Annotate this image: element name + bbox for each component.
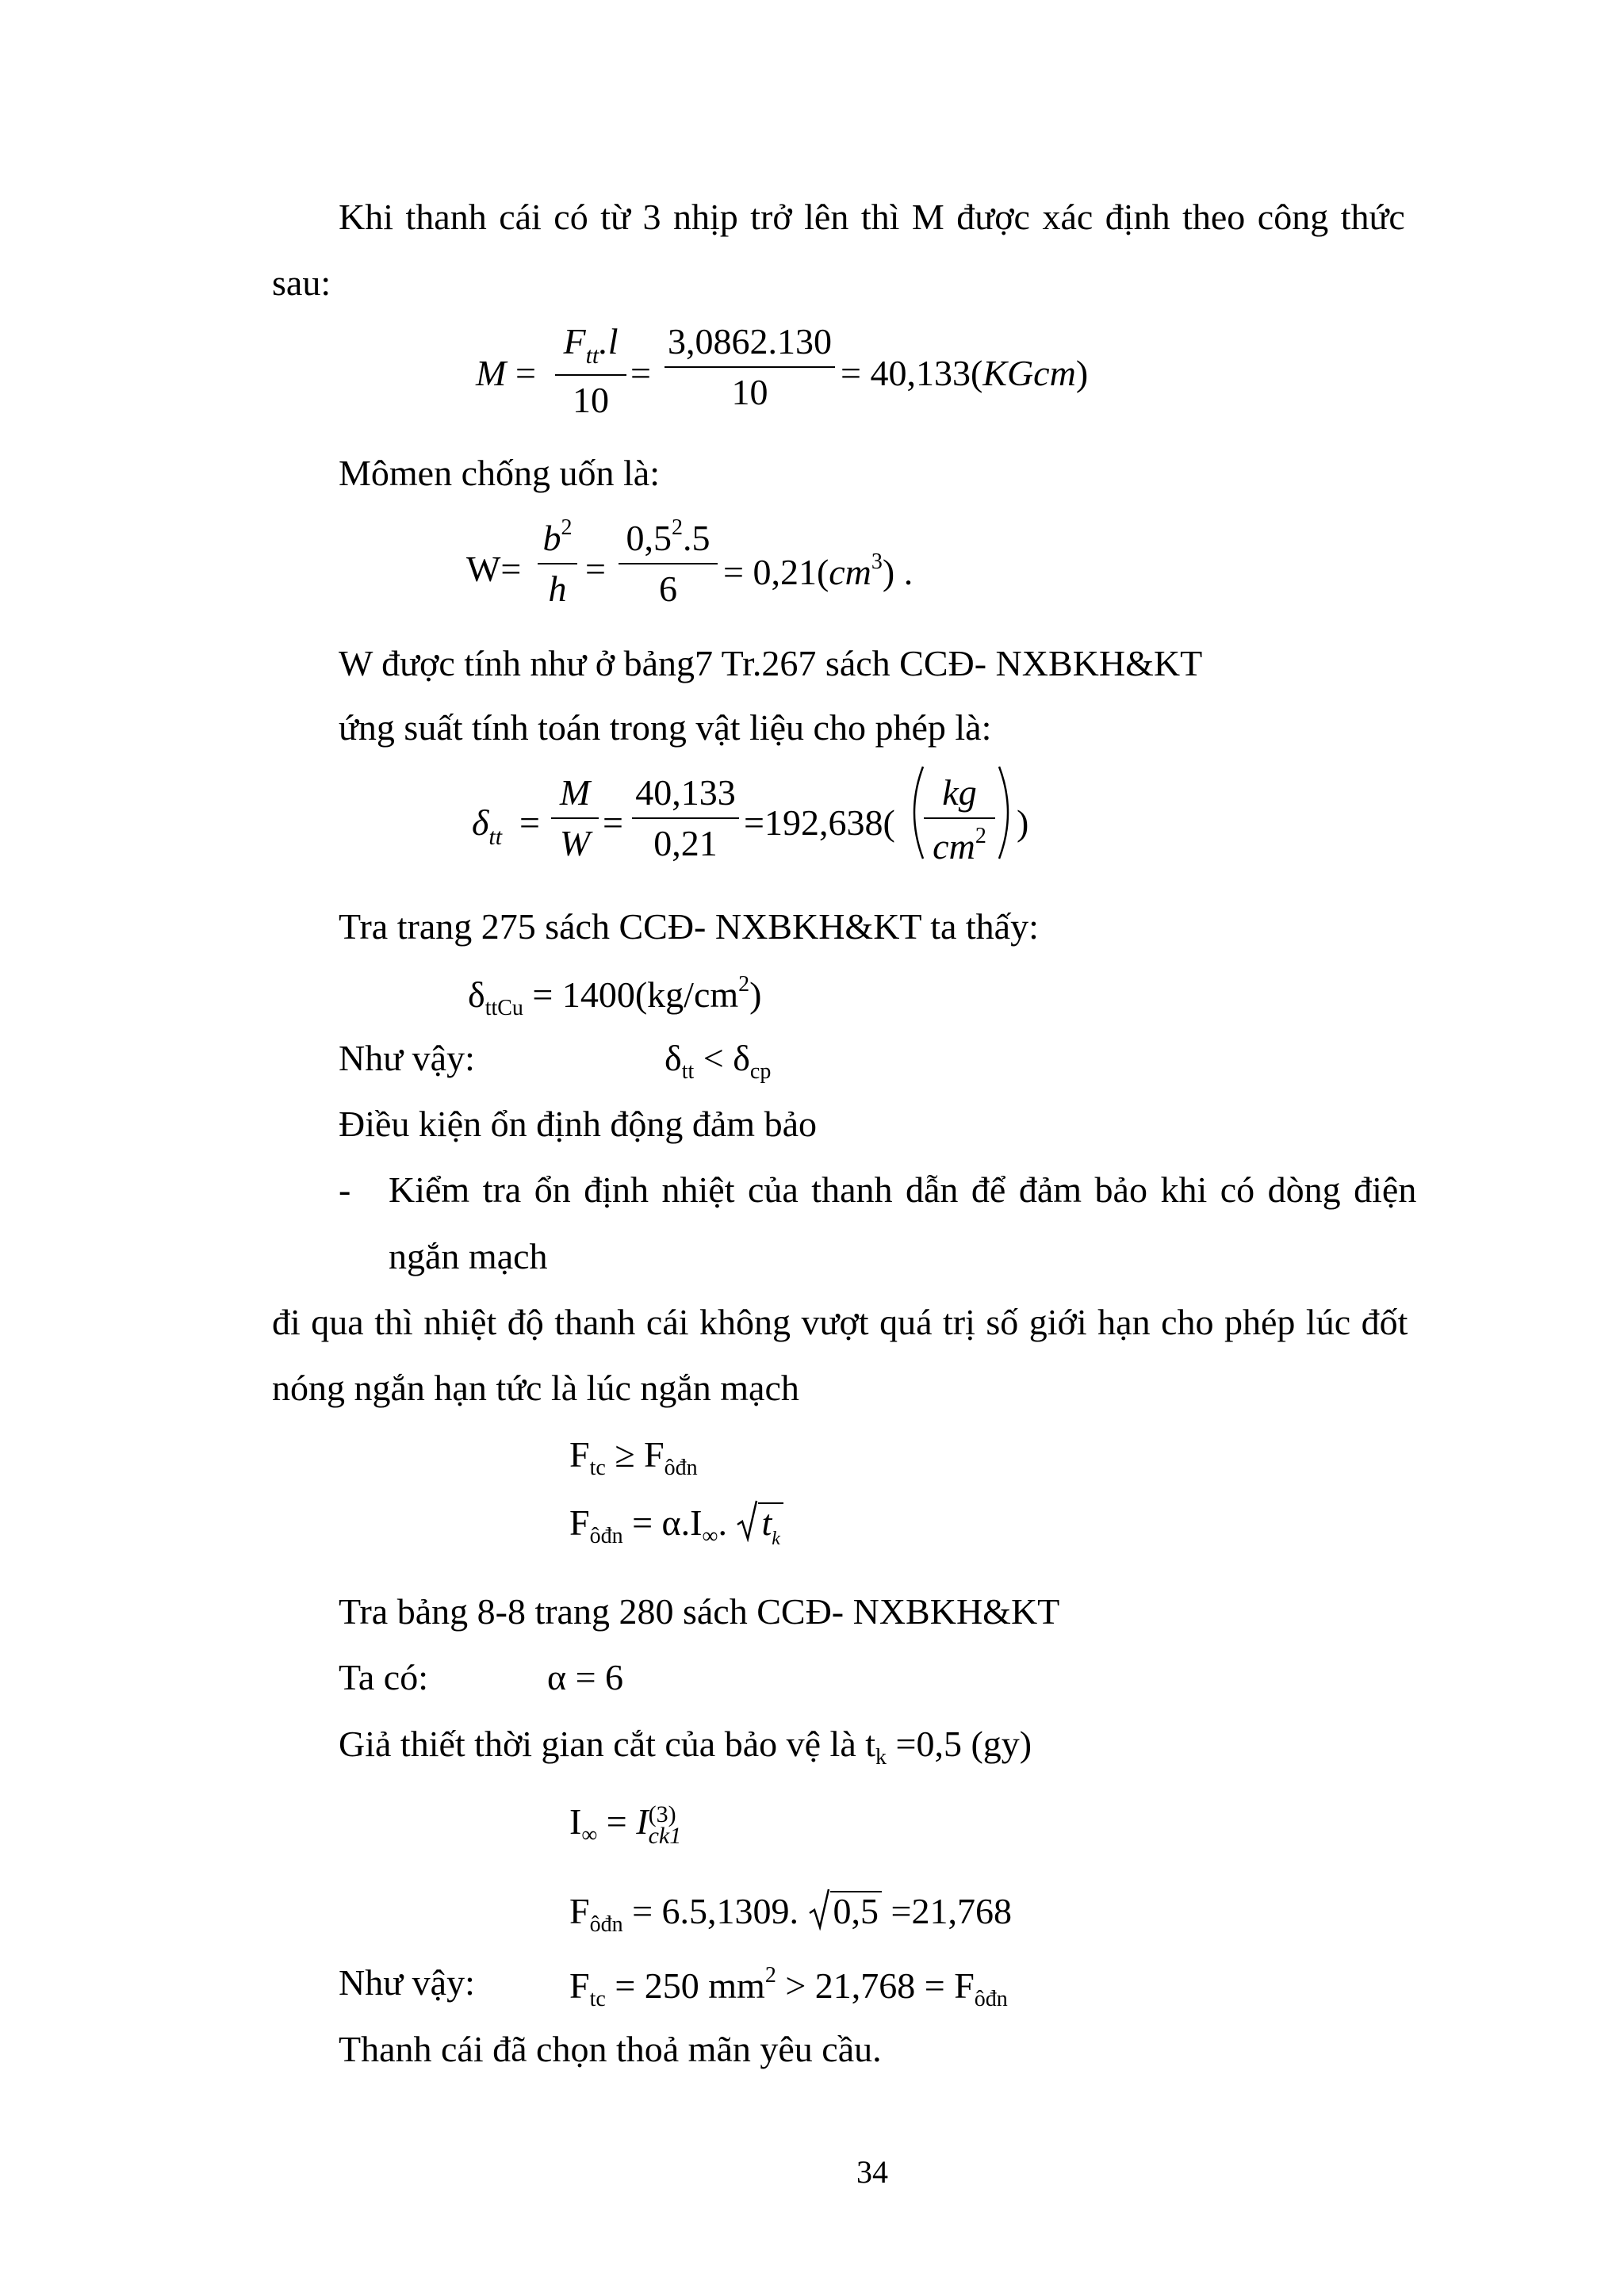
text-line: nóng ngắn hạn tức là lúc ngắn mạch — [272, 1368, 799, 1408]
final-compare-expression: $F_{tc} = 250$ $mm^2 > 21,768 = F_{ôđn}$ — [569, 1963, 1008, 2011]
text-line: Kiểm tra ổn định nhiệt của thanh dẫn để đảm bảo khi có dòng điện — [389, 1169, 1417, 1210]
page-number: 34 — [856, 2154, 888, 2190]
text-line: sau: — [272, 262, 331, 303]
delta-cu-line: $\delta_{ttCu} = 1400(kg/cm^2)$ — [468, 972, 762, 1020]
text-line: đi qua thì nhiệt độ thanh cái không vượt quá trị số giới hạn cho phép lúc đốt — [272, 1302, 1408, 1342]
text-line: ngắn mạch — [389, 1236, 548, 1276]
text-line: Như vậy: — [339, 1962, 475, 2003]
text-line: Khi thanh cái có từ 3 nhịp trở lên thì M được xác định theo công thức — [339, 197, 1405, 237]
text-line: Giả thiết thời gian cắt của bảo vệ là $t_k =0,5$ (gy) — [339, 1724, 1032, 1770]
condition-line: $F_{tc} \ge F_{ôđn}$ — [569, 1434, 698, 1480]
sqrt-symbol: 0,5 — [808, 1891, 883, 1931]
text-line: ứng suất tính toán trong vật liệu cho phép là: — [339, 707, 992, 748]
formula-line: $F_{ôđn} = 6.5,1309$. 0,5 =21,768 — [569, 1891, 1012, 1937]
formula-line: $F_{ôđn} = \alpha.I_\infty$. $t_k$ — [569, 1502, 783, 1549]
big-paren-left — [902, 765, 926, 860]
text-line: Tra trang 275 sách CCĐ- NXBKH&KT ta thấy: — [339, 906, 1039, 947]
text-line: Thanh cái đã chọn thoả mãn yêu cầu. — [339, 2029, 882, 2069]
text-line: Tra bảng 8-8 trang 280 sách CCĐ- NXBKH&KT — [339, 1591, 1060, 1632]
formula-line: $I_\infty = I$ (3) ck1 — [569, 1801, 682, 1849]
text-line: W được tính như ở bảng7 Tr.267 sách CCĐ- NXBKH&KT — [339, 643, 1203, 683]
text-line: Điều kiện ổn định động đảm bảo — [339, 1104, 818, 1144]
bullet-dash: - — [339, 1169, 351, 1210]
compare-expression: $\delta_{tt} < \delta_{cp}$ — [665, 1038, 772, 1084]
sqrt-symbol: $t_k$ — [736, 1502, 783, 1549]
alpha-value: α = 6 — [547, 1657, 624, 1697]
text-line: Mômen chống uốn là: — [339, 453, 660, 493]
text-line: Ta có: — [339, 1657, 429, 1697]
compare-line: Như vậy: — [339, 1038, 475, 1078]
